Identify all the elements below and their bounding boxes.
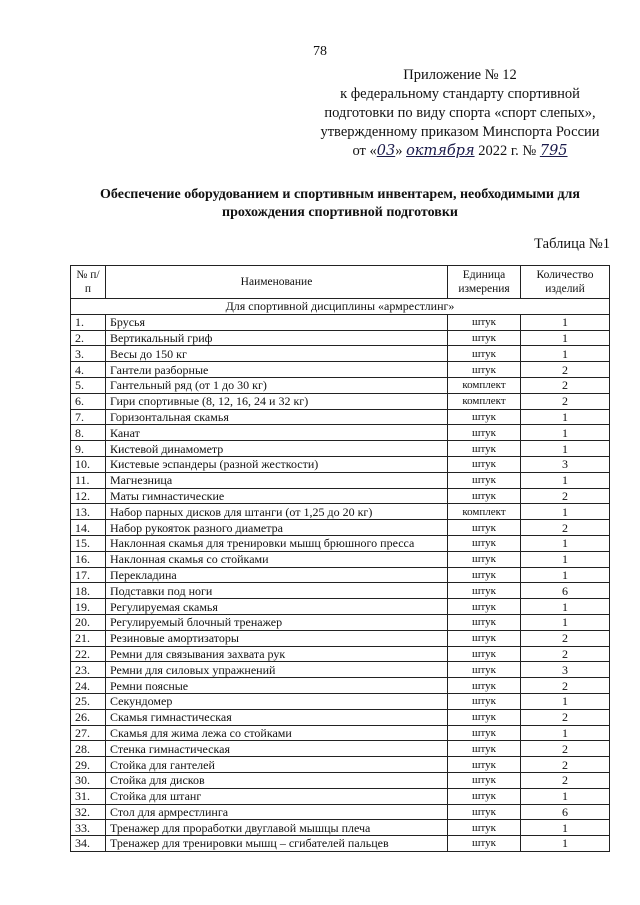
cell-name: Регулируемая скамья <box>106 599 448 615</box>
cell-unit: штук <box>448 409 521 425</box>
table-row <box>71 646 610 662</box>
cell-unit: штук <box>448 314 521 330</box>
cell-qty: 1 <box>521 504 610 520</box>
cell-qty: 1 <box>521 330 610 346</box>
table-row <box>71 599 610 615</box>
date-month: октября <box>406 143 475 159</box>
cell-name: Канат <box>106 425 448 441</box>
cell-qty: 1 <box>521 820 610 836</box>
table-row <box>71 804 610 820</box>
cell-unit: штук <box>448 567 521 583</box>
cell-name: Гантельный ряд (от 1 до 30 кг) <box>106 377 448 393</box>
cell-num: 13. <box>71 504 106 520</box>
cell-qty: 1 <box>521 836 610 852</box>
cell-qty: 1 <box>521 441 610 457</box>
cell-num: 28. <box>71 741 106 757</box>
table-row <box>71 788 610 804</box>
cell-qty: 6 <box>521 804 610 820</box>
cell-qty: 1 <box>521 535 610 551</box>
date-prefix: от « <box>352 143 377 159</box>
cell-qty: 1 <box>521 567 610 583</box>
table-row <box>71 614 610 630</box>
table-label: Таблица №1 <box>534 236 610 252</box>
cell-unit: штук <box>448 662 521 678</box>
cell-num: 9. <box>71 441 106 457</box>
cell-unit: штук <box>448 425 521 441</box>
appendix-date-line <box>300 142 620 161</box>
table-row <box>71 836 610 852</box>
cell-num: 6. <box>71 393 106 409</box>
cell-qty: 1 <box>521 425 610 441</box>
cell-unit: штук <box>448 614 521 630</box>
table-row <box>71 314 610 330</box>
table-row <box>71 472 610 488</box>
table-row <box>71 535 610 551</box>
cell-unit: штук <box>448 788 521 804</box>
table-row <box>71 346 610 362</box>
cell-num: 7. <box>71 409 106 425</box>
table-row <box>71 362 610 378</box>
table-row <box>71 456 610 472</box>
cell-num: 25. <box>71 693 106 709</box>
cell-unit: штук <box>448 551 521 567</box>
cell-qty: 1 <box>521 788 610 804</box>
cell-name: Брусья <box>106 314 448 330</box>
cell-name: Перекладина <box>106 567 448 583</box>
cell-unit: штук <box>448 741 521 757</box>
cell-num: 4. <box>71 362 106 378</box>
table-header-row <box>71 266 610 299</box>
header-qty: Количество изделий <box>521 266 610 299</box>
date-year: 2022 г. № <box>478 143 537 159</box>
cell-unit: штук <box>448 630 521 646</box>
cell-name: Скамья гимнастическая <box>106 709 448 725</box>
cell-num: 29. <box>71 757 106 773</box>
title-line: Обеспечение оборудованием и спортивным инвентарем, необходимыми для <box>100 187 580 202</box>
page-number: 78 <box>313 44 327 59</box>
header-unit: Единица измерения <box>448 266 521 299</box>
table-row <box>71 583 610 599</box>
cell-qty: 6 <box>521 583 610 599</box>
cell-qty: 1 <box>521 551 610 567</box>
cell-name: Стойка для гантелей <box>106 757 448 773</box>
cell-num: 2. <box>71 330 106 346</box>
table-row <box>71 757 610 773</box>
cell-name: Стойка для штанг <box>106 788 448 804</box>
cell-qty: 1 <box>521 599 610 615</box>
cell-num: 19. <box>71 599 106 615</box>
cell-name: Набор парных дисков для штанги (от 1,25 до 20 кг) <box>106 504 448 520</box>
cell-num: 11. <box>71 472 106 488</box>
cell-qty: 1 <box>521 314 610 330</box>
cell-name: Стол для армрестлинга <box>106 804 448 820</box>
title-line: прохождения спортивной подготовки <box>222 205 458 220</box>
cell-num: 32. <box>71 804 106 820</box>
cell-qty: 1 <box>521 472 610 488</box>
cell-qty: 1 <box>521 409 610 425</box>
cell-num: 24. <box>71 678 106 694</box>
cell-unit: штук <box>448 678 521 694</box>
cell-name: Горизонтальная скамья <box>106 409 448 425</box>
date-mid: » <box>395 143 403 159</box>
cell-qty: 2 <box>521 757 610 773</box>
cell-name: Весы до 150 кг <box>106 346 448 362</box>
equipment-table <box>70 265 610 852</box>
cell-qty: 2 <box>521 741 610 757</box>
table-row <box>71 488 610 504</box>
cell-qty: 2 <box>521 709 610 725</box>
table-row <box>71 772 610 788</box>
cell-qty: 2 <box>521 630 610 646</box>
cell-unit: штук <box>448 757 521 773</box>
appendix-line: утвержденному приказом Минспорта России <box>320 124 600 140</box>
cell-unit: штук <box>448 804 521 820</box>
header-name: Наименование <box>106 266 448 299</box>
appendix-line: к федеральному стандарту спортивной <box>340 86 580 102</box>
cell-num: 23. <box>71 662 106 678</box>
table-row <box>71 409 610 425</box>
cell-num: 16. <box>71 551 106 567</box>
table-row <box>71 425 610 441</box>
cell-num: 1. <box>71 314 106 330</box>
cell-unit: штук <box>448 472 521 488</box>
table-row <box>71 567 610 583</box>
table-row <box>71 630 610 646</box>
cell-num: 22. <box>71 646 106 662</box>
cell-unit: штук <box>448 709 521 725</box>
cell-name: Ремни для связывания захвата рук <box>106 646 448 662</box>
cell-unit: штук <box>448 456 521 472</box>
cell-qty: 2 <box>521 377 610 393</box>
date-day: 03 <box>376 143 396 159</box>
cell-name: Кистевые эспандеры (разной жесткости) <box>106 456 448 472</box>
cell-unit: комплект <box>448 377 521 393</box>
cell-name: Тренажер для тренировки мышц – сгибателей пальцев <box>106 836 448 852</box>
cell-unit: штук <box>448 535 521 551</box>
cell-name: Наклонная скамья для тренировки мышц брюшного пресса <box>106 535 448 551</box>
cell-unit: штук <box>448 583 521 599</box>
order-number: 795 <box>539 143 568 159</box>
cell-qty: 1 <box>521 346 610 362</box>
cell-num: 17. <box>71 567 106 583</box>
cell-unit: штук <box>448 725 521 741</box>
cell-qty: 2 <box>521 646 610 662</box>
appendix-line: подготовки по виду спорта «спорт слепых», <box>324 105 596 121</box>
cell-name: Ремни для силовых упражнений <box>106 662 448 678</box>
cell-qty: 1 <box>521 614 610 630</box>
table-row <box>71 551 610 567</box>
header-num: № п/п <box>71 266 106 299</box>
cell-name: Ремни поясные <box>106 678 448 694</box>
cell-unit: штук <box>448 488 521 504</box>
cell-name: Резиновые амортизаторы <box>106 630 448 646</box>
cell-name: Скамья для жима лежа со стойками <box>106 725 448 741</box>
cell-num: 20. <box>71 614 106 630</box>
cell-name: Кистевой динамометр <box>106 441 448 457</box>
cell-name: Подставки под ноги <box>106 583 448 599</box>
cell-num: 26. <box>71 709 106 725</box>
table-row <box>71 820 610 836</box>
appendix-header <box>300 66 620 161</box>
cell-num: 18. <box>71 583 106 599</box>
cell-unit: штук <box>448 646 521 662</box>
table-row <box>71 693 610 709</box>
cell-name: Вертикальный гриф <box>106 330 448 346</box>
cell-qty: 2 <box>521 362 610 378</box>
cell-name: Стойка для дисков <box>106 772 448 788</box>
cell-unit: штук <box>448 520 521 536</box>
cell-qty: 2 <box>521 393 610 409</box>
cell-num: 30. <box>71 772 106 788</box>
cell-qty: 2 <box>521 772 610 788</box>
cell-qty: 3 <box>521 662 610 678</box>
cell-num: 33. <box>71 820 106 836</box>
cell-num: 15. <box>71 535 106 551</box>
cell-num: 8. <box>71 425 106 441</box>
cell-name: Секундомер <box>106 693 448 709</box>
cell-unit: штук <box>448 820 521 836</box>
cell-num: 31. <box>71 788 106 804</box>
cell-num: 3. <box>71 346 106 362</box>
section-row <box>71 299 610 315</box>
cell-name: Маты гимнастические <box>106 488 448 504</box>
table-row <box>71 330 610 346</box>
table-row <box>71 662 610 678</box>
section-title: Для спортивной дисциплины «армрестлинг» <box>71 299 610 315</box>
cell-unit: штук <box>448 693 521 709</box>
cell-qty: 2 <box>521 488 610 504</box>
cell-num: 34. <box>71 836 106 852</box>
cell-unit: штук <box>448 346 521 362</box>
cell-name: Магнезница <box>106 472 448 488</box>
cell-num: 5. <box>71 377 106 393</box>
cell-qty: 3 <box>521 456 610 472</box>
cell-name: Регулируемый блочный тренажер <box>106 614 448 630</box>
cell-num: 27. <box>71 725 106 741</box>
cell-name: Гири спортивные (8, 12, 16, 24 и 32 кг) <box>106 393 448 409</box>
cell-name: Гантели разборные <box>106 362 448 378</box>
cell-unit: штук <box>448 362 521 378</box>
cell-unit: штук <box>448 836 521 852</box>
table-row <box>71 520 610 536</box>
table-row <box>71 725 610 741</box>
cell-qty: 1 <box>521 725 610 741</box>
cell-unit: комплект <box>448 393 521 409</box>
table-row <box>71 377 610 393</box>
cell-unit: штук <box>448 330 521 346</box>
cell-unit: штук <box>448 599 521 615</box>
cell-num: 21. <box>71 630 106 646</box>
table-row <box>71 678 610 694</box>
cell-num: 14. <box>71 520 106 536</box>
cell-name: Тренажер для проработки двуглавой мышцы плеча <box>106 820 448 836</box>
table-row <box>71 504 610 520</box>
cell-qty: 2 <box>521 678 610 694</box>
cell-name: Стенка гимнастическая <box>106 741 448 757</box>
cell-qty: 1 <box>521 693 610 709</box>
table-row <box>71 709 610 725</box>
cell-unit: комплект <box>448 504 521 520</box>
table-row <box>71 741 610 757</box>
table-row <box>71 441 610 457</box>
cell-name: Наклонная скамья со стойками <box>106 551 448 567</box>
appendix-line: Приложение № 12 <box>403 67 517 83</box>
document-title <box>40 186 640 222</box>
cell-qty: 2 <box>521 520 610 536</box>
cell-unit: штук <box>448 441 521 457</box>
table-row <box>71 393 610 409</box>
cell-unit: штук <box>448 772 521 788</box>
cell-name: Набор рукояток разного диаметра <box>106 520 448 536</box>
cell-num: 10. <box>71 456 106 472</box>
cell-num: 12. <box>71 488 106 504</box>
